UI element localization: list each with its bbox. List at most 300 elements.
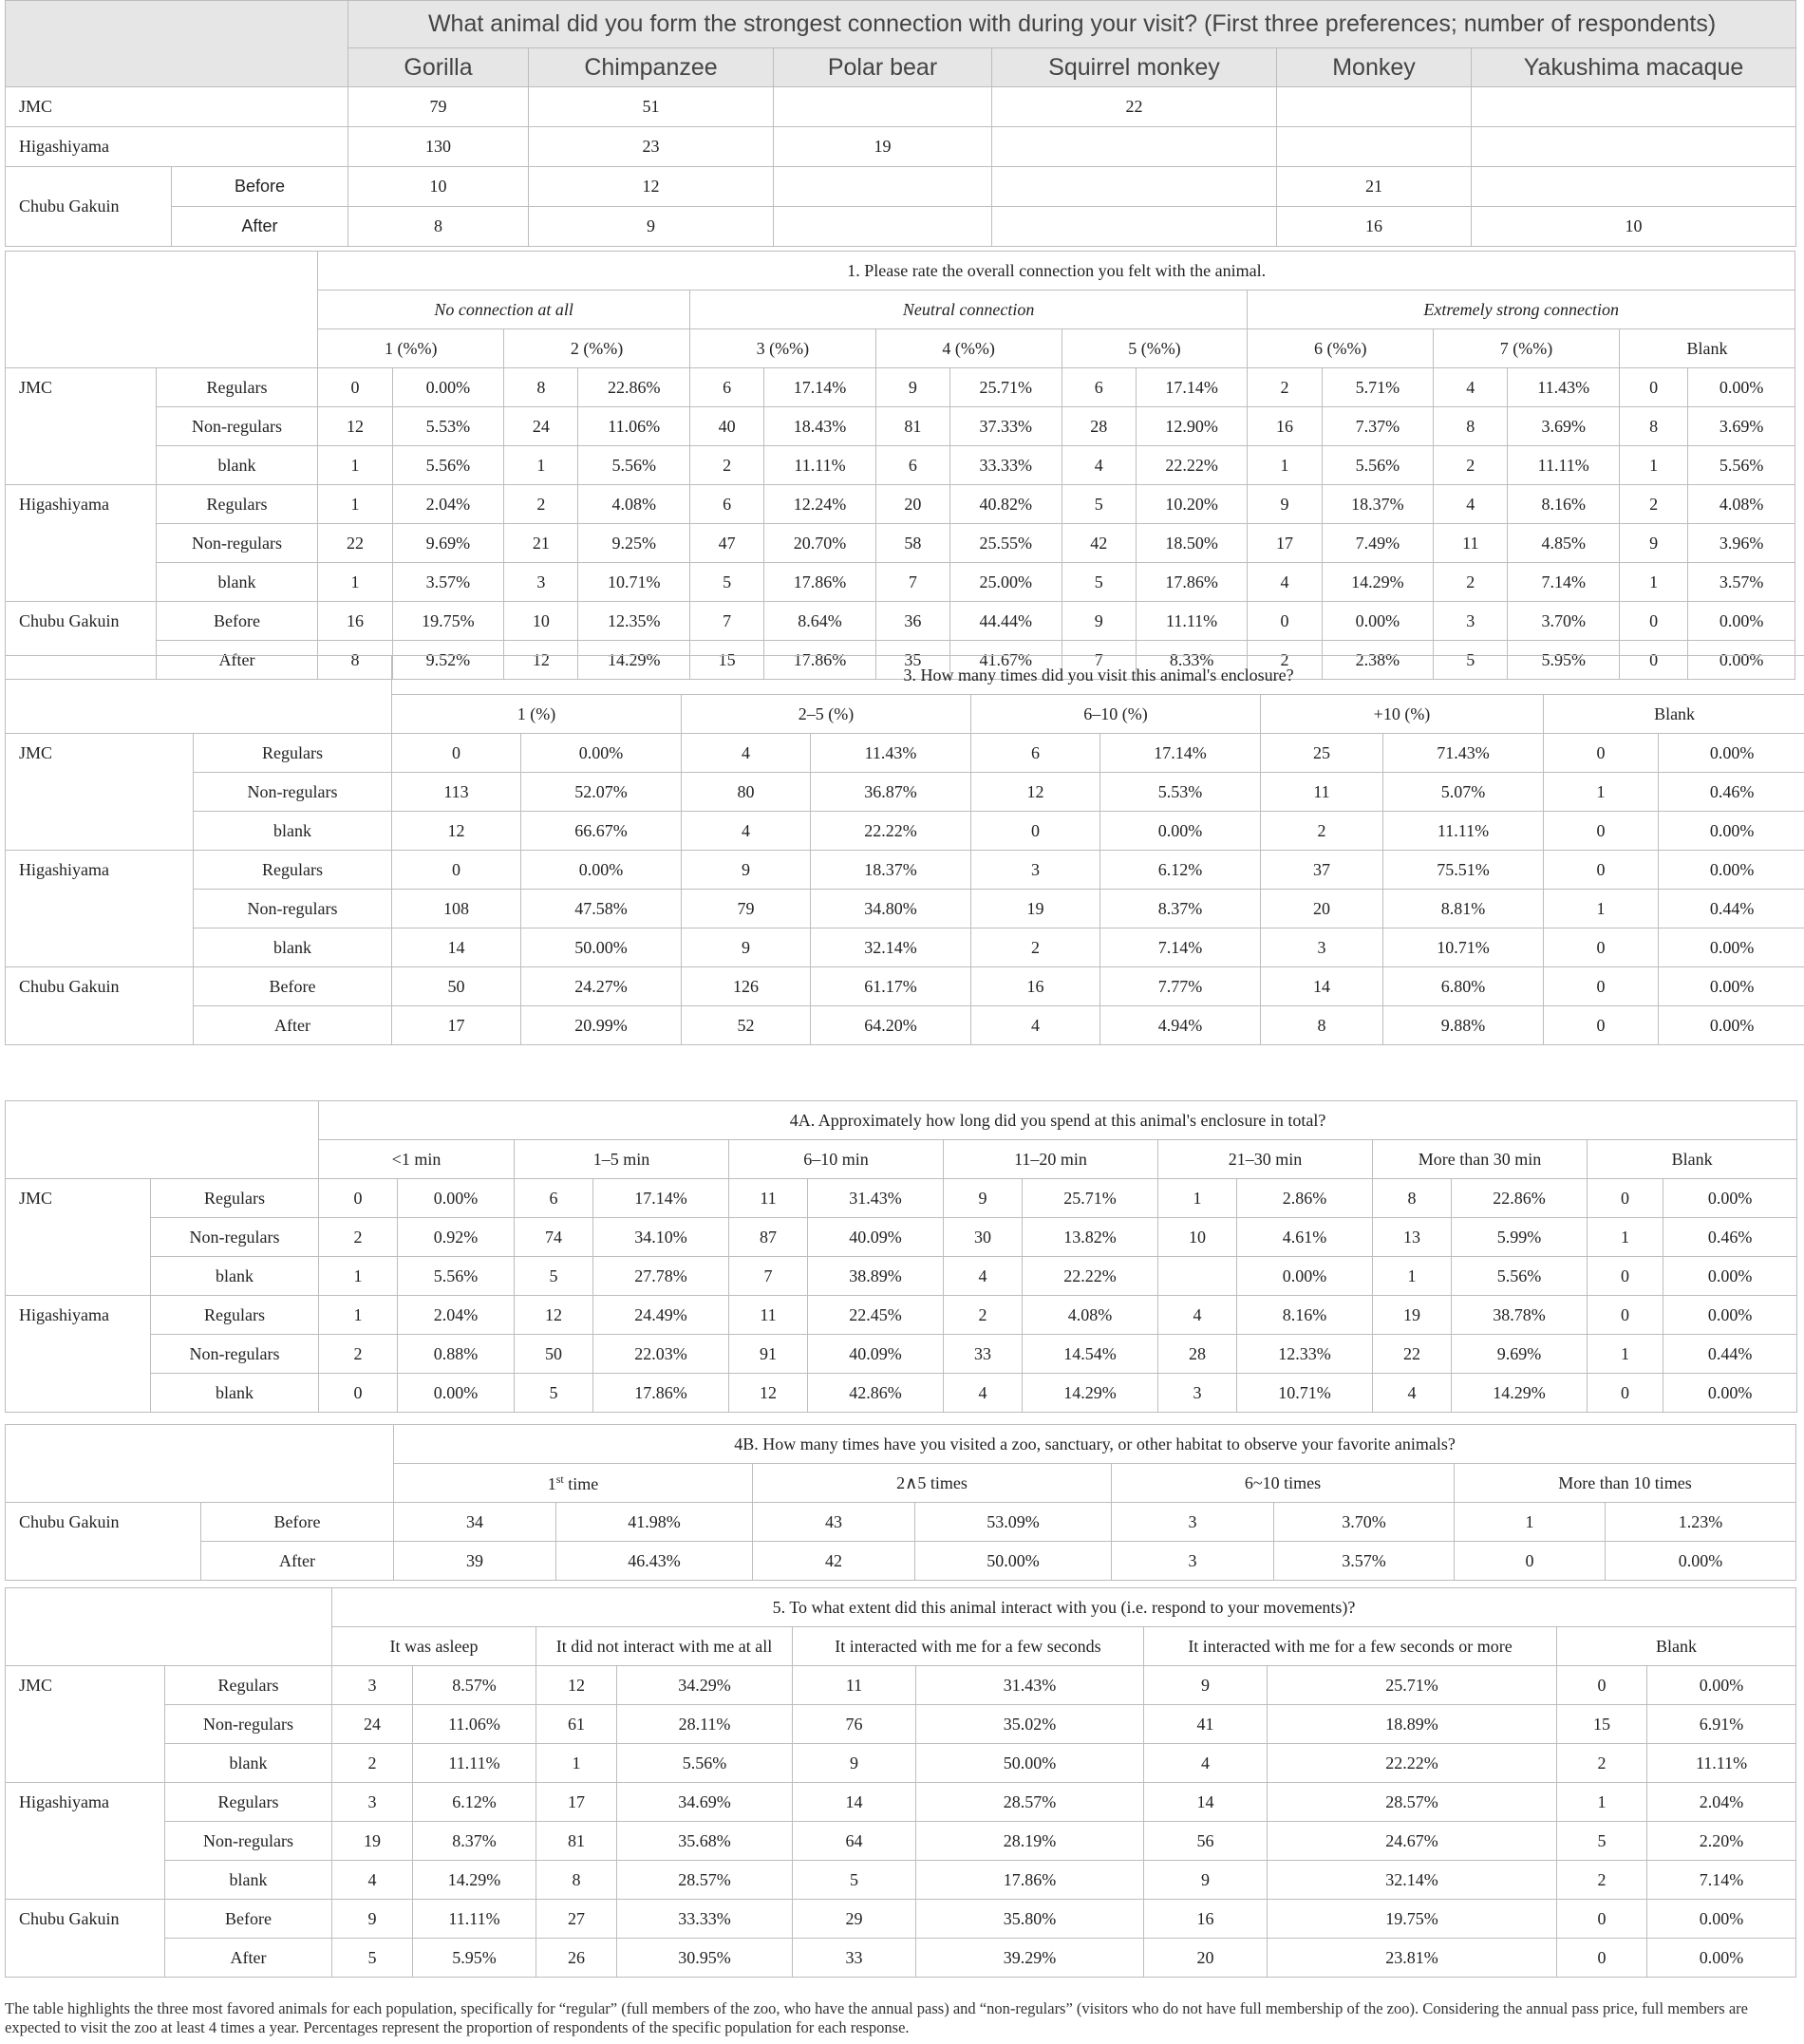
percent-cell: 53.09% [915,1503,1112,1542]
percent-cell: 5.56% [1688,446,1795,485]
count-cell: 23 [529,127,774,167]
percent-cell: 0.00% [521,851,682,890]
count-cell: 0 [1544,928,1659,967]
column-header: 2–5 (%) [682,695,971,734]
count-cell: 113 [392,773,521,812]
percent-cell: 10.71% [1383,928,1544,967]
percent-cell: 35.80% [916,1900,1144,1939]
count-cell: 24 [504,407,578,446]
count-cell: 51 [529,87,774,127]
percent-cell: 12.35% [578,602,689,641]
percent-cell: 22.22% [1023,1257,1158,1296]
count-cell: 74 [515,1218,593,1257]
percent-cell: 11.06% [413,1705,536,1744]
percent-cell: 5.71% [1322,368,1433,407]
percent-cell: 9.88% [1383,1006,1544,1045]
count-cell: 20 [875,485,949,524]
percent-cell: 0.00% [398,1179,515,1218]
count-cell [992,207,1277,247]
percent-cell: 33.33% [617,1900,793,1939]
table-row [6,1296,1797,1335]
percent-cell: 24.49% [593,1296,729,1335]
row-sub: blank [151,1374,319,1413]
percent-cell: 4.08% [578,485,689,524]
percent-cell: 50.00% [521,928,682,967]
percent-cell: 0.00% [1647,1900,1796,1939]
count-cell: 16 [971,967,1100,1006]
count-cell: 13 [1373,1218,1452,1257]
count-cell: 2 [1248,641,1322,680]
table4a-title: 4A. Approximately how long did you spend at this animal's enclosure in total? [319,1101,1797,1140]
row-group: JMC [6,1179,151,1296]
count-cell: 1 [1455,1503,1606,1542]
count-cell: 4 [1144,1744,1268,1783]
count-cell: 2 [944,1296,1023,1335]
percent-cell: 11.11% [413,1900,536,1939]
count-cell: 6 [689,485,763,524]
percent-cell: 42.86% [808,1374,944,1413]
percent-cell: 17.86% [593,1374,729,1413]
count-cell: 2 [1434,563,1508,602]
percent-cell: 7.14% [1100,928,1261,967]
percent-cell: 27.78% [593,1257,729,1296]
count-cell: 33 [793,1939,916,1978]
percent-cell: 3.70% [1274,1503,1455,1542]
count-cell: 5 [332,1939,413,1978]
row-group: Chubu Gakuin [6,167,172,247]
percent-cell: 31.43% [808,1179,944,1218]
count-cell: 4 [1373,1374,1452,1413]
count-cell: 40 [689,407,763,446]
table-row [6,1006,1804,1045]
row-sub: Regulars [151,1296,319,1335]
percent-cell: 5.56% [392,446,503,485]
percent-cell: 9.69% [392,524,503,563]
table-row [6,967,1804,1006]
count-cell: 42 [753,1542,915,1581]
count-cell: 35 [875,641,949,680]
column-header: It interacted with me for a few seconds [793,1627,1144,1666]
percent-cell: 4.94% [1100,1006,1261,1045]
percent-cell: 11.11% [1508,446,1619,485]
row-group: Chubu Gakuin [6,1503,201,1581]
count-cell: 6 [971,734,1100,773]
row-sub: Regulars [156,368,318,407]
percent-cell: 0.00% [1659,928,1804,967]
percent-cell: 0.00% [1688,641,1795,680]
column-header: 1–5 min [515,1140,729,1179]
table0-title: What animal did you form the strongest connection with during your visit? (First three preferences; number of respondents) [348,1,1796,48]
count-cell: 8 [1261,1006,1383,1045]
table-row [6,1861,1796,1900]
percent-cell: 0.00% [1647,1666,1796,1705]
count-cell: 9 [1619,524,1687,563]
count-cell: 58 [875,524,949,563]
table-row [6,928,1804,967]
count-cell: 12 [971,773,1100,812]
count-cell: 11 [793,1666,916,1705]
count-cell: 0 [1619,602,1687,641]
percent-cell: 0.00% [1322,602,1433,641]
percent-cell: 12.90% [1136,407,1247,446]
count-cell: 5 [793,1861,916,1900]
count-cell: 19 [774,127,992,167]
percent-cell: 25.71% [950,368,1062,407]
row-sub: After [194,1006,392,1045]
percent-cell: 8.16% [1508,485,1619,524]
count-cell: 1 [318,446,392,485]
column-header: 11–20 min [944,1140,1158,1179]
count-cell: 30 [944,1218,1023,1257]
count-cell: 4 [1248,563,1322,602]
count-cell: 56 [1144,1822,1268,1861]
count-cell: 6 [515,1179,593,1218]
table-row [6,1503,1796,1542]
row-sub: Before [194,967,392,1006]
count-cell: 108 [392,890,521,928]
count-cell: 5 [1557,1822,1647,1861]
count-cell: 1 [318,563,392,602]
percent-cell: 17.14% [1100,734,1261,773]
count-cell: 1 [1544,890,1659,928]
count-cell: 21 [1277,167,1472,207]
percent-cell: 34.29% [617,1666,793,1705]
percent-cell: 11.43% [1508,368,1619,407]
count-cell: 1 [1158,1179,1237,1218]
percent-cell: 35.02% [916,1705,1144,1744]
table-row [6,1542,1796,1581]
percent-cell: 12.33% [1237,1335,1373,1374]
percent-cell: 17.14% [593,1179,729,1218]
count-cell: 0 [1544,851,1659,890]
row-sub: blank [194,812,392,851]
count-cell: 1 [1588,1335,1663,1374]
count-cell: 3 [332,1783,413,1822]
percent-cell: 22.03% [593,1335,729,1374]
column-header: 2 (%%) [504,329,690,368]
count-cell: 1 [318,485,392,524]
percent-cell: 0.46% [1663,1218,1797,1257]
percent-cell: 11.11% [413,1744,536,1783]
count-cell: 1 [319,1257,398,1296]
percent-cell: 11.11% [1136,602,1247,641]
percent-cell: 0.00% [398,1374,515,1413]
count-cell [1472,127,1796,167]
count-cell: 11 [729,1179,808,1218]
count-cell: 9 [1062,602,1136,641]
count-cell: 2 [1261,812,1383,851]
percent-cell: 0.00% [1688,602,1795,641]
count-cell: 12 [318,407,392,446]
column-header: Blank [1544,695,1804,734]
row-sub: Before [201,1503,394,1542]
count-cell: 4 [1062,446,1136,485]
percent-cell: 17.86% [764,563,875,602]
percent-cell: 34.80% [811,890,971,928]
column-header-sup: st [555,1472,564,1486]
column-header: More than 30 min [1373,1140,1588,1179]
percent-cell: 23.81% [1268,1939,1557,1978]
percent-cell: 4.61% [1237,1218,1373,1257]
percent-cell: 66.67% [521,812,682,851]
row-sub: blank [156,446,318,485]
count-cell: 42 [1062,524,1136,563]
count-cell: 87 [729,1218,808,1257]
count-cell: 2 [971,928,1100,967]
percent-cell: 0.00% [1647,1939,1796,1978]
count-cell: 19 [1373,1296,1452,1335]
percent-cell: 64.20% [811,1006,971,1045]
table-row [6,1374,1797,1413]
percent-cell: 71.43% [1383,734,1544,773]
percent-cell: 9.52% [392,641,503,680]
percent-cell: 11.11% [1383,812,1544,851]
row-sub: After [156,641,318,680]
count-cell: 12 [536,1666,617,1705]
connection-rating-table [5,251,1795,680]
count-cell: 16 [1248,407,1322,446]
percent-cell: 41.98% [556,1503,753,1542]
percent-cell: 20.99% [521,1006,682,1045]
percent-cell: 41.67% [950,641,1062,680]
percent-cell: 32.14% [811,928,971,967]
animal-header: Monkey [1277,48,1472,87]
count-cell: 6 [875,446,949,485]
count-cell: 3 [504,563,578,602]
percent-cell: 5.56% [1452,1257,1588,1296]
count-cell: 0 [319,1179,398,1218]
count-cell: 4 [971,1006,1100,1045]
count-cell: 0 [1619,368,1687,407]
count-cell: 0 [1248,602,1322,641]
count-cell: 36 [875,602,949,641]
count-cell: 22 [1373,1335,1452,1374]
row-group: Higashiyama [6,485,157,602]
count-cell: 8 [348,207,529,247]
percent-cell: 4.08% [1688,485,1795,524]
row-sub: Regulars [165,1783,332,1822]
count-cell: 2 [319,1335,398,1374]
percent-cell: 5.56% [398,1257,515,1296]
percent-cell: 75.51% [1383,851,1544,890]
row-sub: Non-regulars [165,1822,332,1861]
count-cell: 12 [504,641,578,680]
row-group: JMC [6,368,157,485]
row-sub: Non-regulars [156,524,318,563]
percent-cell: 5.53% [392,407,503,446]
row-sub: Non-regulars [194,773,392,812]
percent-cell: 22.22% [1268,1744,1557,1783]
count-cell: 91 [729,1335,808,1374]
percent-cell: 0.00% [1659,812,1804,851]
percent-cell: 36.87% [811,773,971,812]
percent-cell: 40.82% [950,485,1062,524]
count-cell: 5 [1434,641,1508,680]
row-sub: Regulars [165,1666,332,1705]
favorite-animal-table [5,0,1796,247]
table-row [6,167,1796,207]
percent-cell: 38.78% [1452,1296,1588,1335]
count-cell: 8 [318,641,392,680]
count-cell: 3 [332,1666,413,1705]
percent-cell: 8.37% [1100,890,1261,928]
count-cell: 9 [1144,1666,1268,1705]
count-cell: 0 [1455,1542,1606,1581]
row-sub: Regulars [151,1179,319,1218]
count-cell: 0 [1557,1666,1647,1705]
percent-cell: 47.58% [521,890,682,928]
interaction-table [5,1587,1796,1978]
count-cell: 9 [682,851,811,890]
percent-cell: 0.88% [398,1335,515,1374]
count-cell [992,167,1277,207]
animal-header: Chimpanzee [529,48,774,87]
count-cell: 11 [1261,773,1383,812]
percent-cell: 18.89% [1268,1705,1557,1744]
count-cell: 47 [689,524,763,563]
row-sub: Before [156,602,318,641]
percent-cell: 18.50% [1136,524,1247,563]
count-cell: 11 [1434,524,1508,563]
row-group: Higashiyama [6,127,348,167]
count-cell: 5 [515,1257,593,1296]
row-sub: Non-regulars [151,1218,319,1257]
count-cell: 12 [392,812,521,851]
count-cell: 81 [536,1822,617,1861]
percent-cell: 50.00% [915,1542,1112,1581]
percent-cell: 10.71% [1237,1374,1373,1413]
percent-cell: 8.57% [413,1666,536,1705]
percent-cell: 2.04% [1647,1783,1796,1822]
count-cell: 1 [1544,773,1659,812]
percent-cell: 7.14% [1647,1861,1796,1900]
percent-cell: 0.00% [1237,1257,1373,1296]
row-sub: Regulars [156,485,318,524]
table-row [6,773,1804,812]
count-cell: 8 [1373,1179,1452,1218]
percent-cell: 0.44% [1659,890,1804,928]
percent-cell: 2.86% [1237,1179,1373,1218]
count-cell: 15 [689,641,763,680]
count-cell: 2 [504,485,578,524]
row-sub: Non-regulars [194,890,392,928]
column-header: 1 (%) [392,695,682,734]
percent-cell: 14.29% [1023,1374,1158,1413]
column-header: <1 min [319,1140,515,1179]
count-cell [1472,87,1796,127]
row-sub: Before [172,167,348,207]
count-cell: 6 [689,368,763,407]
percent-cell: 34.69% [617,1783,793,1822]
count-cell: 50 [392,967,521,1006]
count-cell: 19 [971,890,1100,928]
count-cell [992,127,1277,167]
row-sub: Regulars [194,851,392,890]
table-row [6,1744,1796,1783]
count-cell: 0 [318,368,392,407]
count-cell: 0 [1588,1296,1663,1335]
count-cell: 0 [1544,967,1659,1006]
column-header: 3 (%%) [689,329,875,368]
percent-cell: 7.37% [1322,407,1433,446]
count-cell: 17 [1248,524,1322,563]
anchor-neutral: Neutral connection [689,291,1247,329]
column-header: 21–30 min [1158,1140,1373,1179]
table-row [6,1179,1797,1218]
percent-cell: 32.14% [1268,1861,1557,1900]
count-cell: 22 [318,524,392,563]
count-cell: 0 [392,851,521,890]
percent-cell: 14.29% [578,641,689,680]
animal-header: Gorilla [348,48,529,87]
table-row [6,485,1795,524]
column-header: Blank [1557,1627,1796,1666]
column-header-main: More than 10 times [1558,1472,1692,1492]
count-cell [774,167,992,207]
count-cell: 80 [682,773,811,812]
percent-cell: 8.37% [413,1822,536,1861]
row-group: Higashiyama [6,851,194,967]
count-cell: 21 [504,524,578,563]
count-cell: 2 [1557,1861,1647,1900]
count-cell: 76 [793,1705,916,1744]
count-cell: 126 [682,967,811,1006]
row-group: Higashiyama [6,1296,151,1413]
percent-cell: 3.96% [1688,524,1795,563]
table-row [6,1822,1796,1861]
percent-cell: 25.55% [950,524,1062,563]
row-group: Chubu Gakuin [6,1900,165,1978]
count-cell: 7 [1062,641,1136,680]
row-group: JMC [6,734,194,851]
percent-cell: 0.00% [1659,734,1804,773]
count-cell: 2 [1557,1744,1647,1783]
time-spent-table [5,1100,1797,1413]
animal-header: Yakushima macaque [1472,48,1796,87]
table1-title: 1. Please rate the overall connection you felt with the animal. [318,252,1795,291]
table4a-corner [6,1101,319,1179]
visit-count-table [5,655,1804,1045]
percent-cell: 13.82% [1023,1218,1158,1257]
percent-cell: 5.56% [1322,446,1433,485]
percent-cell: 3.69% [1508,407,1619,446]
count-cell: 16 [1144,1900,1268,1939]
count-cell: 3 [1158,1374,1237,1413]
percent-cell: 3.57% [1274,1542,1455,1581]
row-sub: Before [165,1900,332,1939]
count-cell: 10 [504,602,578,641]
percent-cell: 22.45% [808,1296,944,1335]
percent-cell: 14.54% [1023,1335,1158,1374]
count-cell: 29 [793,1900,916,1939]
count-cell: 28 [1158,1335,1237,1374]
column-header [753,1464,1112,1503]
count-cell: 7 [875,563,949,602]
row-sub: Non-regulars [165,1705,332,1744]
column-header: It was asleep [332,1627,536,1666]
count-cell: 14 [1144,1783,1268,1822]
row-sub: blank [165,1744,332,1783]
percent-cell: 2.20% [1647,1822,1796,1861]
count-cell: 7 [689,602,763,641]
table0-corner [6,1,348,87]
column-header: 6–10 min [729,1140,944,1179]
percent-cell: 9.69% [1452,1335,1588,1374]
count-cell: 3 [971,851,1100,890]
table-row [6,1666,1796,1705]
column-header: +10 (%) [1261,695,1544,734]
count-cell: 0 [1544,734,1659,773]
